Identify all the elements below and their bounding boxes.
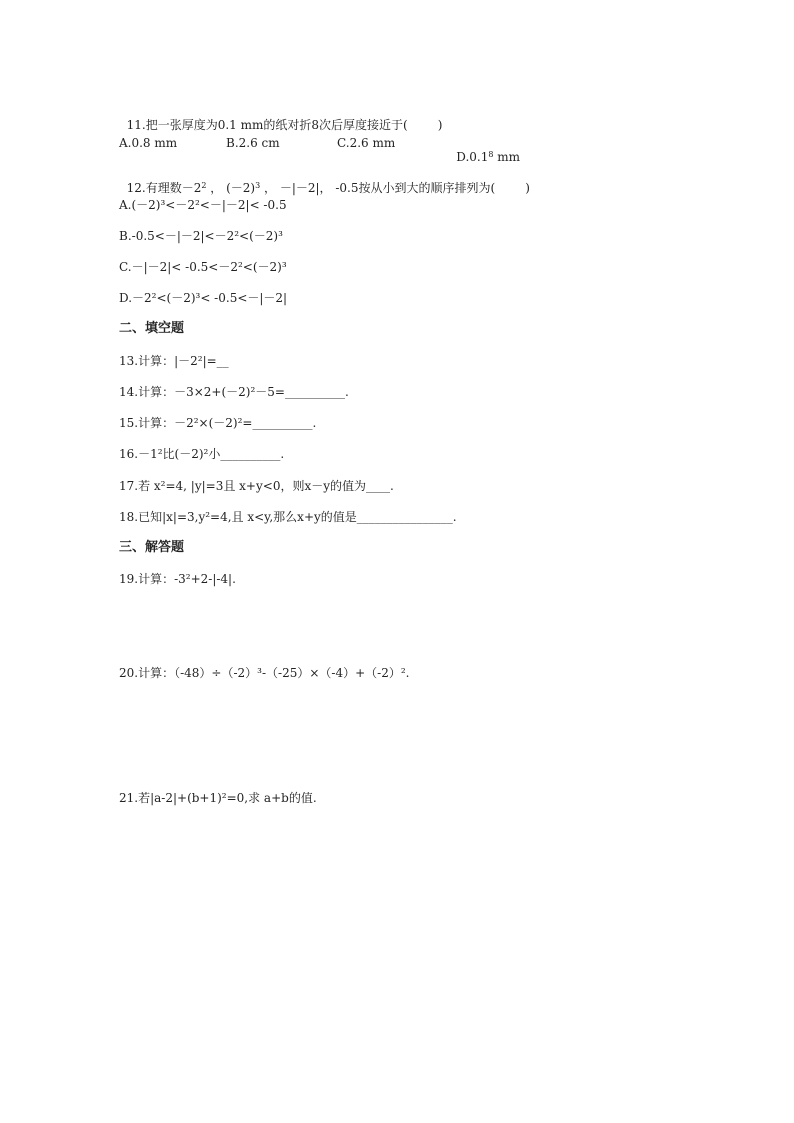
q12-stem: [119, 167, 530, 195]
q11-option-b: B.2.6 cm: [226, 136, 280, 150]
q19: 19.计算：-3²+2-|-4|.: [119, 572, 236, 586]
q11-stem-text: 11.把一张厚度为0.1 mm的纸对折8次后厚度接近于(: [126, 118, 408, 132]
q16: 16.－1²比(－2)²小__________.: [119, 447, 285, 461]
q13: 13.计算：|－2²|=__: [119, 354, 229, 368]
q12-option-b: B.-0.5<－|－2|<－2²<(－2)³: [119, 229, 283, 243]
q11-stem: [119, 104, 442, 132]
q18: 18.已知|x|=3,y²=4,且 x<y,那么x+y的值是________________.: [119, 510, 457, 524]
q12-stem-part1: 12.有理数－2: [126, 181, 202, 195]
q17: 17.若 x²=4, |y|=3且 x+y<0，则x－y的值为____.: [119, 479, 394, 493]
q12-option-c: C.－|－2|< -0.5<－2²<(－2)³: [119, 260, 287, 274]
q12-stem-exp2: 3: [255, 181, 261, 190]
q12-stem-part2: ， (－2): [206, 181, 256, 195]
q12-option-d: D.－2²<(－2)³< -0.5<－|－2|: [119, 291, 288, 305]
q15: 15.计算：－2²×(－2)²=__________.: [119, 416, 317, 430]
q12-stem-close: ): [525, 181, 530, 195]
q20: 20.计算：（-48）÷（-2）³-（-25）×（-4）+（-2）².: [119, 666, 410, 680]
q11-option-d-unit: mm: [493, 150, 521, 164]
q11-option-a: A.0.8 mm: [119, 136, 178, 150]
q12-stem-part3: ， －|－2|， -0.5按从小到大的顺序排列为(: [260, 181, 496, 195]
q21: 21.若|a-2|+(b+1)²=0,求 a+b的值.: [119, 791, 317, 805]
q11-option-d-exponent: 8: [488, 150, 494, 159]
section-heading-solve: 三、解答题: [119, 540, 185, 555]
q11-option-d-base: D.0.1: [456, 150, 489, 164]
section-heading-fill-in: 二、填空题: [119, 321, 185, 336]
q11-stem-close: ): [437, 118, 443, 132]
q12-option-a: A.(－2)³<－2²<－|－2|< -0.5: [119, 198, 287, 212]
q12-stem-exp1: 2: [201, 181, 207, 190]
q11-option-c: C.2.6 mm: [337, 136, 396, 150]
q14: 14.计算：－3×2+(－2)²－5=__________.: [119, 385, 349, 399]
